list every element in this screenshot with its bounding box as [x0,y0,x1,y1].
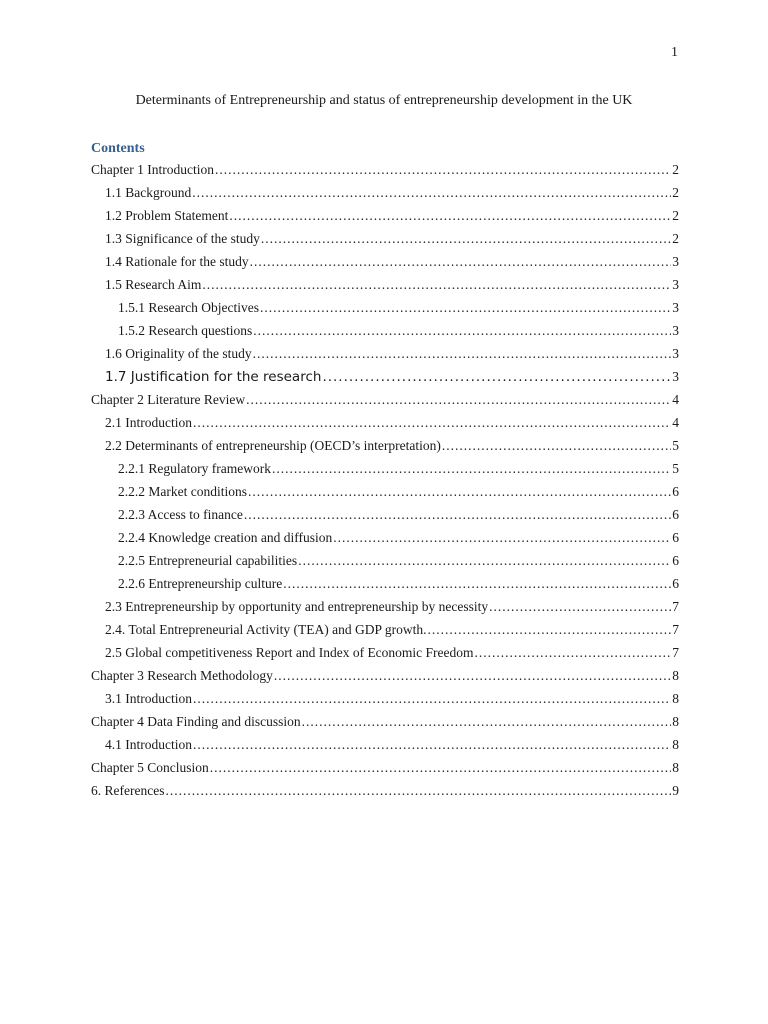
toc-entry-title: 2.3 Entrepreneurship by opportunity and entrepreneurship by necessity [105,599,489,614]
toc-entry-page-number: 6 [672,530,679,545]
toc-entry-page-number: 6 [672,507,679,522]
toc-entry-page-number: 8 [672,668,679,683]
toc-entry-title: 6. References [91,783,165,798]
toc-entry-page-number: 3 [672,277,679,292]
toc-dot-leader [250,250,672,273]
toc-entry-title: 4.1 Introduction [105,737,192,752]
toc-entry-page-number: 3 [672,254,679,269]
toc-entry-title: Chapter 1 Introduction [91,162,214,177]
toc-entry-page-number: 5 [672,461,679,476]
toc-entry[interactable] [91,549,679,572]
toc-dot-leader [261,227,671,250]
toc-entry[interactable] [91,756,679,779]
toc-entry-title: 1.1 Background [105,185,192,200]
toc-entry-title: 1.4 Rationale for the study [105,254,249,269]
toc-dot-leader [253,342,672,365]
toc-entry[interactable] [91,273,679,296]
toc-entry-page-number: 3 [672,369,679,384]
toc-entry[interactable] [91,388,679,411]
toc-entry[interactable] [91,227,679,250]
document-title: Determinants of Entrepreneurship and status of entrepreneurship development in the UK [135,93,633,108]
toc-dot-leader [333,526,671,549]
toc-entry[interactable] [91,411,679,434]
toc-entry-page-number: 7 [672,645,679,660]
toc-entry-page-number: 6 [672,484,679,499]
toc-dot-leader [475,641,672,664]
toc-entry[interactable] [91,296,679,319]
toc-entry[interactable] [91,503,679,526]
toc-entry[interactable] [91,664,679,687]
toc-dot-leader [272,457,671,480]
table-of-contents [91,158,679,802]
toc-entry-title: 2.2.6 Entrepreneurship culture [118,576,283,591]
toc-entry-title: 1.7 Justification for the research [105,369,322,385]
toc-entry-title: 2.1 Introduction [105,415,192,430]
toc-dot-leader [442,434,671,457]
toc-entry-page-number: 3 [672,346,679,361]
toc-entry-title: 2.2 Determinants of entrepreneurship (OECD’s interpretation) [105,438,441,453]
toc-dot-leader [427,618,671,641]
toc-dot-leader [202,273,671,296]
toc-entry-page-number: 4 [672,415,679,430]
toc-entry-page-number: 3 [672,300,679,315]
toc-entry[interactable] [91,641,679,664]
toc-entry-title: 1.6 Originality of the study [105,346,252,361]
toc-entry-title: 2.2.2 Market conditions [118,484,247,499]
toc-entry-page-number: 8 [672,691,679,706]
toc-entry-page-number: 2 [672,208,679,223]
toc-entry-title: 1.2 Problem Statement [105,208,229,223]
toc-entry-title: 1.5.1 Research Objectives [118,300,259,315]
toc-entry[interactable] [91,434,679,457]
toc-entry-page-number: 2 [672,162,679,177]
toc-entry-page-number: 7 [672,622,679,637]
toc-entry-page-number: 3 [672,323,679,338]
toc-dot-leader [489,595,671,618]
toc-entry-title: Chapter 2 Literature Review [91,392,246,407]
page-number: 1 [671,45,678,60]
toc-dot-leader [274,664,671,687]
toc-dot-leader [192,181,671,204]
toc-dot-leader [260,296,671,319]
toc-dot-leader [165,779,671,802]
toc-entry[interactable] [91,779,679,802]
toc-dot-leader [283,572,671,595]
toc-entry[interactable] [91,204,679,227]
toc-entry-page-number: 7 [672,599,679,614]
toc-entry[interactable] [91,365,679,388]
toc-entry[interactable] [91,572,679,595]
toc-entry[interactable] [91,595,679,618]
toc-dot-leader [253,319,671,342]
toc-entry-page-number: 2 [672,231,679,246]
toc-entry-title: 1.3 Significance of the study [105,231,260,246]
toc-dot-leader [246,388,671,411]
toc-entry-title: 3.1 Introduction [105,691,192,706]
toc-entry[interactable] [91,733,679,756]
toc-entry[interactable] [91,618,679,641]
toc-entry-page-number: 2 [672,185,679,200]
toc-dot-leader [210,756,672,779]
toc-dot-leader [193,733,671,756]
toc-dot-leader [322,366,671,389]
toc-dot-leader [248,480,671,503]
toc-entry-title: 2.5 Global competitiveness Report and Index of Economic Freedom [105,645,474,660]
toc-dot-leader [193,411,671,434]
toc-dot-leader [215,158,671,181]
toc-entry-title: Chapter 3 Research Methodology [91,668,273,683]
toc-entry[interactable] [91,457,679,480]
toc-entry-page-number: 6 [672,553,679,568]
toc-dot-leader [244,503,671,526]
toc-entry-page-number: 6 [672,576,679,591]
toc-entry-title: 2.2.1 Regulatory framework [118,461,271,476]
toc-entry[interactable] [91,319,679,342]
toc-entry-page-number: 9 [672,783,679,798]
toc-entry-page-number: 8 [672,714,679,729]
toc-entry[interactable] [91,687,679,710]
toc-entry[interactable] [91,181,679,204]
toc-dot-leader [298,549,671,572]
toc-entry[interactable] [91,526,679,549]
toc-entry[interactable] [91,480,679,503]
toc-entry[interactable] [91,250,679,273]
toc-entry[interactable] [91,158,679,181]
toc-entry-page-number: 8 [672,760,679,775]
toc-dot-leader [302,710,672,733]
toc-entry-title: 2.2.4 Knowledge creation and diffusion [118,530,333,545]
toc-entry-title: Chapter 4 Data Finding and discussion [91,714,301,729]
toc-entry-title: 1.5.2 Research questions [118,323,253,338]
toc-entry-title: 2.4. Total Entrepreneurial Activity (TEA) and GDP growth. [105,622,427,637]
contents-heading: Contents [91,141,145,156]
toc-entry[interactable] [91,342,679,365]
toc-entry-title: 2.2.3 Access to finance [118,507,243,522]
toc-entry-page-number: 4 [672,392,679,407]
toc-entry-title: 2.2.5 Entrepreneurial capabilities [118,553,298,568]
toc-dot-leader [193,687,671,710]
toc-entry-title: Chapter 5 Conclusion [91,760,209,775]
toc-dot-leader [229,204,671,227]
toc-entry[interactable] [91,710,679,733]
toc-entry-page-number: 8 [672,737,679,752]
toc-entry-title: 1.5 Research Aim [105,277,202,292]
toc-entry-page-number: 5 [672,438,679,453]
